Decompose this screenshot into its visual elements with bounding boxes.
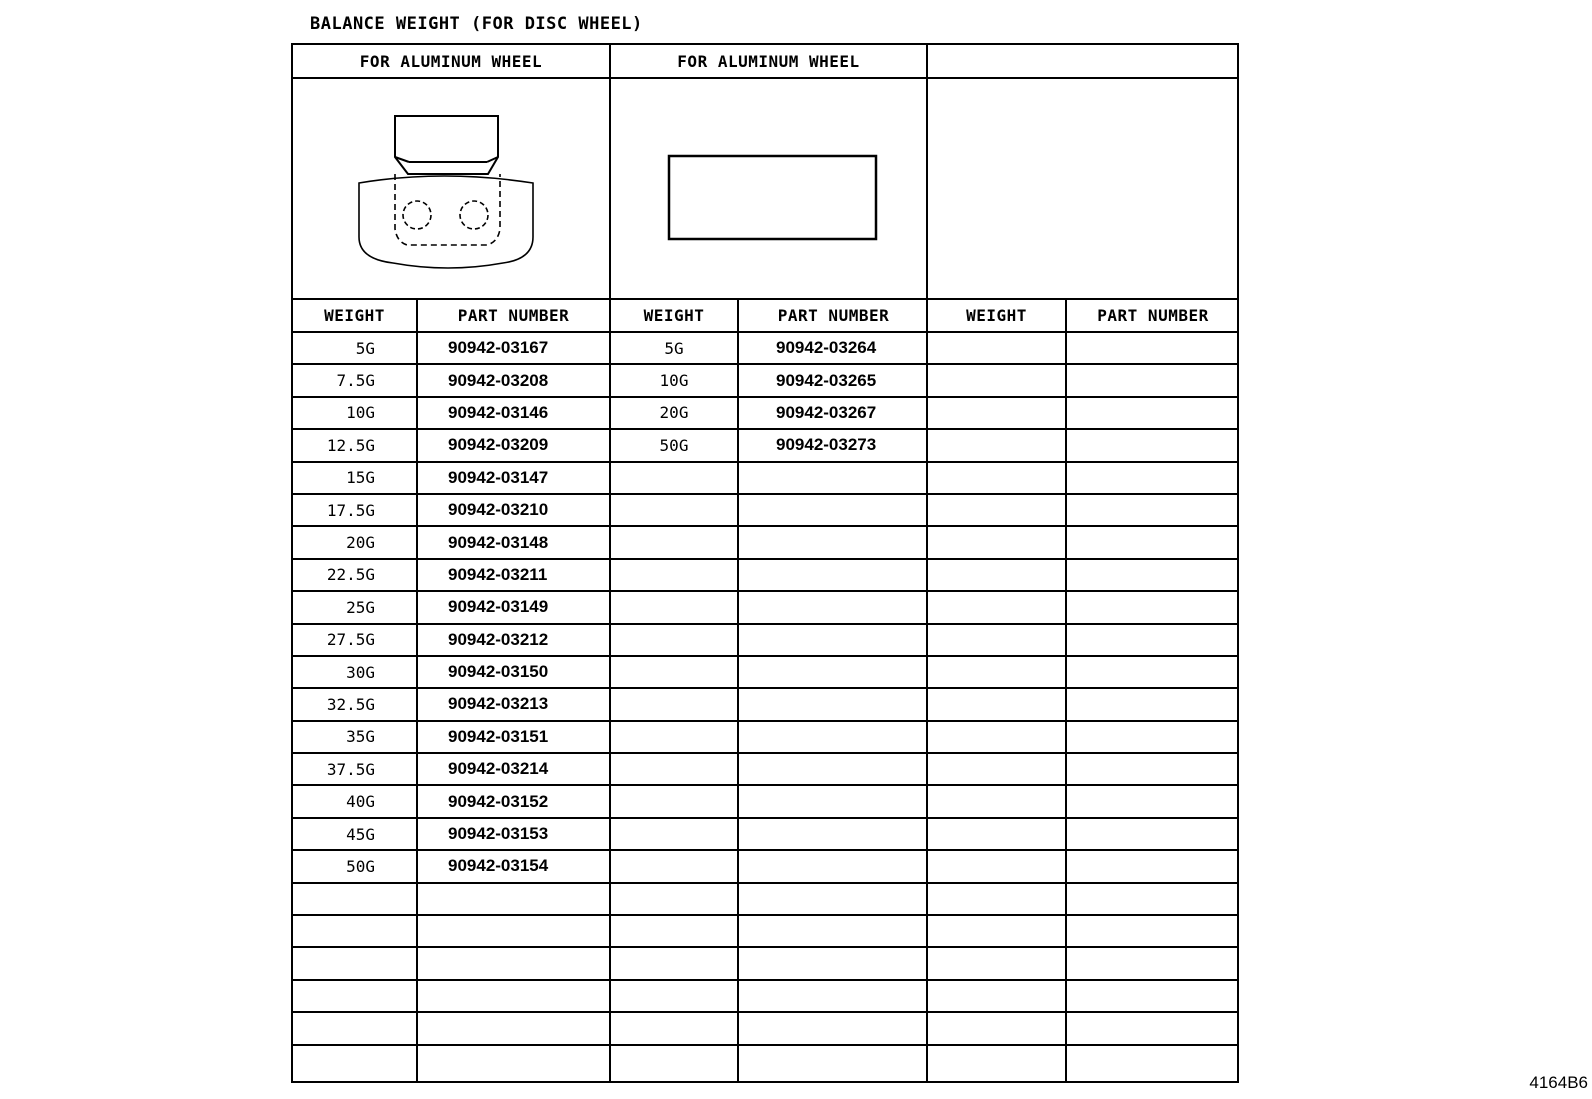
weight-cell <box>928 463 1065 493</box>
table-row <box>928 527 1237 559</box>
weight-cell <box>293 916 375 946</box>
weight-cell: 15G <box>346 468 375 488</box>
weight-cell: 50G <box>346 856 375 876</box>
table-row <box>293 916 609 948</box>
weight-cell <box>928 592 1065 622</box>
weight-cell: 5G <box>355 338 375 358</box>
weight-cell: 22.5G <box>326 565 375 585</box>
part-number-cell: 90942-03211 <box>448 564 548 584</box>
table-row <box>928 333 1237 365</box>
table-row <box>928 689 1237 721</box>
weight-cell <box>928 754 1065 784</box>
weight-cell <box>293 884 375 914</box>
table-row <box>611 689 926 721</box>
rows <box>928 333 1237 1081</box>
table-row <box>293 722 609 754</box>
weight-cell <box>611 786 737 816</box>
rows <box>611 333 926 1081</box>
table-row <box>293 625 609 657</box>
adhesive-balance-weight-icon <box>611 79 926 298</box>
part-number-cell: 90942-03151 <box>448 726 549 746</box>
table-row <box>293 754 609 786</box>
table-row <box>611 722 926 754</box>
weight-cell: 27.5G <box>326 630 375 650</box>
table-row <box>611 948 926 980</box>
weight-column-header: WEIGHT <box>293 300 416 333</box>
table-row <box>928 819 1237 851</box>
table-row <box>611 786 926 818</box>
illustration-cell <box>611 79 926 300</box>
weight-cell <box>611 689 737 719</box>
part-number-column-header: PART NUMBER <box>739 300 928 333</box>
weight-cell <box>293 948 375 978</box>
weight-cell <box>928 722 1065 752</box>
weight-cell <box>928 1013 1065 1043</box>
table-row <box>293 463 609 495</box>
weight-cell <box>611 592 737 622</box>
weight-cell <box>611 625 737 655</box>
weight-cell <box>611 463 737 493</box>
part-number-cell: 90942-03153 <box>448 824 549 844</box>
part-number-cell: 90942-03150 <box>448 662 549 682</box>
weight-cell <box>611 1013 737 1043</box>
weight-cell <box>928 981 1065 1011</box>
part-number-cell: 90942-03267 <box>776 402 877 422</box>
weight-cell: 17.5G <box>326 500 375 520</box>
table-row <box>611 981 926 1013</box>
table-row <box>611 1046 926 1078</box>
table-row <box>928 1046 1237 1078</box>
weight-cell <box>928 916 1065 946</box>
part-number-cell: 90942-03210 <box>448 500 549 520</box>
table-row <box>928 851 1237 883</box>
weight-cell <box>928 560 1065 590</box>
balance-weight-table <box>291 43 1239 1083</box>
weight-cell <box>611 851 737 881</box>
weight-cell <box>928 948 1065 978</box>
table-row <box>611 884 926 916</box>
table-row <box>928 884 1237 916</box>
weight-cell: 32.5G <box>326 694 375 714</box>
table-row <box>293 1013 609 1045</box>
weight-cell <box>293 1046 375 1078</box>
weight-cell: 20G <box>346 533 375 553</box>
clip-on-balance-weight-icon <box>293 79 607 298</box>
part-number-cell: 90942-03154 <box>448 856 549 876</box>
table-row <box>293 851 609 883</box>
weight-cell: 35G <box>346 727 375 747</box>
part-number-cell: 90942-03149 <box>448 597 549 617</box>
weight-cell <box>293 1013 375 1043</box>
part-number-cell: 90942-03214 <box>448 759 549 779</box>
table-row <box>928 592 1237 624</box>
table-row <box>928 722 1237 754</box>
table-row <box>611 430 926 462</box>
section-header: FOR ALUMINUM WHEEL <box>611 45 926 79</box>
weight-cell <box>611 916 737 946</box>
table-row <box>611 851 926 883</box>
weight-cell <box>928 365 1065 395</box>
weight-cell: 10G <box>659 371 689 391</box>
weight-cell: 10G <box>346 403 375 423</box>
table-row <box>293 592 609 624</box>
part-number-column-header: PART NUMBER <box>1067 300 1239 333</box>
weight-cell <box>928 851 1065 881</box>
weight-cell <box>611 948 737 978</box>
page-title: BALANCE WEIGHT (FOR DISC WHEEL) <box>310 14 643 34</box>
table-row <box>611 365 926 397</box>
table-row <box>928 948 1237 980</box>
table-row <box>293 495 609 527</box>
table-row <box>293 819 609 851</box>
table-row <box>293 1046 609 1078</box>
table-row <box>928 463 1237 495</box>
weight-cell <box>928 398 1065 428</box>
table-row <box>293 430 609 462</box>
section-aluminum-clip-weight <box>293 45 609 1081</box>
rows <box>293 333 609 1081</box>
table-row <box>611 560 926 592</box>
table-row <box>611 1013 926 1045</box>
table-row <box>293 527 609 559</box>
table-row <box>928 365 1237 397</box>
weight-cell <box>611 527 737 557</box>
section-header: FOR ALUMINUM WHEEL <box>293 45 609 79</box>
weight-cell: 12.5G <box>326 435 375 455</box>
weight-cell <box>928 527 1065 557</box>
weight-column-header: WEIGHT <box>611 300 737 333</box>
weight-cell <box>611 495 737 525</box>
table-row <box>293 333 609 365</box>
weight-column-header: WEIGHT <box>928 300 1065 333</box>
table-row <box>611 916 926 948</box>
weight-cell: 5G <box>664 338 684 358</box>
weight-cell <box>928 884 1065 914</box>
table-row <box>293 689 609 721</box>
table-row <box>928 430 1237 462</box>
weight-cell: 30G <box>346 662 375 682</box>
table-row <box>611 592 926 624</box>
weight-cell <box>928 430 1065 460</box>
table-row <box>293 948 609 980</box>
part-number-cell: 90942-03213 <box>448 694 549 714</box>
weight-cell <box>928 657 1065 687</box>
illustration-cell <box>928 79 1237 300</box>
table-row <box>611 819 926 851</box>
part-number-cell: 90942-03264 <box>776 338 877 358</box>
table-row <box>928 754 1237 786</box>
table-row <box>611 625 926 657</box>
part-number-cell: 90942-03265 <box>776 370 877 390</box>
weight-cell <box>611 981 737 1011</box>
weight-cell: 20G <box>659 403 689 423</box>
part-number-cell: 90942-03147 <box>448 467 549 487</box>
weight-cell <box>928 333 1065 363</box>
table-row <box>611 495 926 527</box>
table-row <box>928 657 1237 689</box>
weight-cell <box>611 657 737 687</box>
weight-cell: 50G <box>659 435 689 455</box>
weight-cell <box>611 754 737 784</box>
part-number-cell: 90942-03152 <box>448 791 549 811</box>
table-row <box>928 495 1237 527</box>
table-row <box>928 1013 1237 1045</box>
weight-cell: 40G <box>346 792 375 812</box>
weight-cell <box>928 689 1065 719</box>
part-number-cell: 90942-03208 <box>448 370 549 390</box>
weight-cell <box>611 884 737 914</box>
weight-cell <box>928 625 1065 655</box>
section-empty <box>926 45 1237 1081</box>
table-row <box>928 981 1237 1013</box>
table-row <box>611 333 926 365</box>
weight-cell <box>928 1046 1065 1078</box>
weight-cell <box>928 786 1065 816</box>
part-number-cell: 90942-03167 <box>448 338 549 358</box>
weight-cell: 37.5G <box>326 759 375 779</box>
illustration-cell <box>293 79 609 300</box>
weight-cell <box>928 495 1065 525</box>
section-aluminum-adhesive-weight <box>609 45 926 1081</box>
table-row <box>928 625 1237 657</box>
table-row <box>611 527 926 559</box>
weight-cell <box>611 819 737 849</box>
table-row <box>293 786 609 818</box>
weight-cell <box>611 1046 737 1078</box>
table-row <box>293 981 609 1013</box>
table-row <box>293 398 609 430</box>
table-row <box>928 560 1237 592</box>
weight-cell <box>611 560 737 590</box>
part-number-cell: 90942-03212 <box>448 629 549 649</box>
weight-cell <box>928 819 1065 849</box>
weight-cell: 7.5G <box>336 371 375 391</box>
table-row <box>611 657 926 689</box>
part-number-cell: 90942-03146 <box>448 402 549 422</box>
table-row <box>611 463 926 495</box>
table-row <box>928 916 1237 948</box>
table-row <box>611 398 926 430</box>
table-row <box>293 657 609 689</box>
part-number-column-header: PART NUMBER <box>418 300 609 333</box>
weight-cell <box>293 981 375 1011</box>
weight-cell: 45G <box>346 824 375 844</box>
figure-code: 4164B6 <box>1529 1073 1588 1092</box>
section-header <box>928 45 1237 79</box>
table-row <box>293 560 609 592</box>
part-number-cell: 90942-03273 <box>776 435 877 455</box>
table-row <box>293 365 609 397</box>
weight-cell: 25G <box>346 597 375 617</box>
weight-cell <box>611 722 737 752</box>
table-row <box>293 884 609 916</box>
table-row <box>611 754 926 786</box>
part-number-cell: 90942-03148 <box>448 532 549 552</box>
part-number-cell: 90942-03209 <box>448 435 549 455</box>
table-row <box>928 398 1237 430</box>
table-row <box>928 786 1237 818</box>
